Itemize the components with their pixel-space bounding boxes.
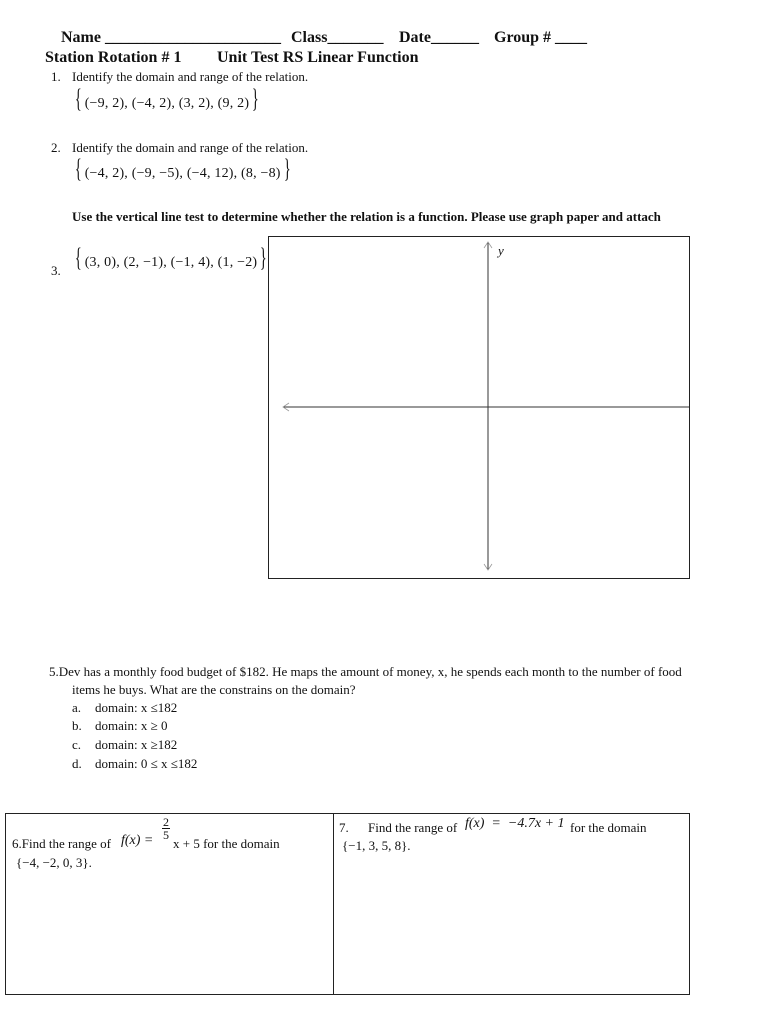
left-brace: { <box>74 154 82 183</box>
q2-number: 2. <box>51 140 61 155</box>
q5-option-c-letter: c. <box>72 737 82 752</box>
q5-option-b-letter: b. <box>72 718 82 733</box>
page-title: Unit Test RS Linear Function <box>217 49 419 66</box>
q6-lead: 6.Find the range of <box>12 836 111 851</box>
q1-number: 1. <box>51 69 61 84</box>
q5-option-c: domain: x ≥182 <box>95 737 178 752</box>
q3-number: 3. <box>51 263 61 278</box>
class-field-label: Class_______ <box>291 29 384 46</box>
q6-answer-box <box>5 813 334 995</box>
q6-domain: {−4, −2, 0, 3}. <box>16 855 92 870</box>
q5-option-a-letter: a. <box>72 700 82 715</box>
q3-relation-set: (3, 0), (2, −1), (−1, 4), (1, −2) <box>84 255 258 270</box>
q5-option-d-letter: d. <box>72 756 82 771</box>
q6-function: f(x) = <box>121 833 154 848</box>
q5-text-line2: items he buys. What are the constrains on the domain? <box>72 682 356 697</box>
right-brace: } <box>252 84 260 113</box>
name-field-label: Name ______________________ <box>61 29 281 46</box>
coordinate-graph-box <box>268 236 690 579</box>
left-brace: { <box>74 243 82 272</box>
q7-domain: {−1, 3, 5, 8}. <box>342 838 411 853</box>
q7-lead: Find the range of <box>368 820 458 835</box>
y-axis-label: y <box>498 243 504 258</box>
q3-relation <box>72 245 270 271</box>
q7-number: 7. <box>339 820 349 835</box>
station-label: Station Rotation # 1 <box>45 49 182 66</box>
q6-fraction <box>162 816 170 841</box>
q7-rest: for the domain <box>570 820 647 835</box>
q5-text-line1: 5.Dev has a monthly food budget of $182. He maps the amount of money, x, he spends each month to the number of food <box>49 664 682 679</box>
left-brace: { <box>74 84 82 113</box>
right-brace: } <box>260 243 268 272</box>
date-field-label: Date______ <box>399 29 479 46</box>
q2-relation <box>72 156 293 182</box>
q1-relation <box>72 86 262 112</box>
group-field-label: Group # ____ <box>494 29 588 46</box>
q5-option-a: domain: x ≤182 <box>95 700 178 715</box>
q6-rest: x + 5 for the domain <box>173 836 280 851</box>
q7-answer-box <box>333 813 690 995</box>
q6-fraction-numerator: 2 <box>163 815 169 829</box>
q5-option-b: domain: x ≥ 0 <box>95 718 168 733</box>
coordinate-axes <box>269 237 689 578</box>
q5-option-d: domain: 0 ≤ x ≤182 <box>95 756 198 771</box>
q2-relation-set: (−4, 2), (−9, −5), (−4, 12), (8, −8) <box>84 166 281 181</box>
q6-fraction-denominator: 5 <box>163 828 169 842</box>
q1-prompt: Identify the domain and range of the relation. <box>72 69 309 84</box>
right-brace: } <box>283 154 291 183</box>
q7-function: f(x) = −4.7x + 1 <box>465 816 565 831</box>
q2-prompt: Identify the domain and range of the relation. <box>72 140 309 155</box>
q1-relation-set: (−9, 2), (−4, 2), (3, 2), (9, 2) <box>84 96 250 111</box>
vertical-line-test-instruction: Use the vertical line test to determine whether the relation is a function. Please use graph paper and attach <box>72 209 661 224</box>
